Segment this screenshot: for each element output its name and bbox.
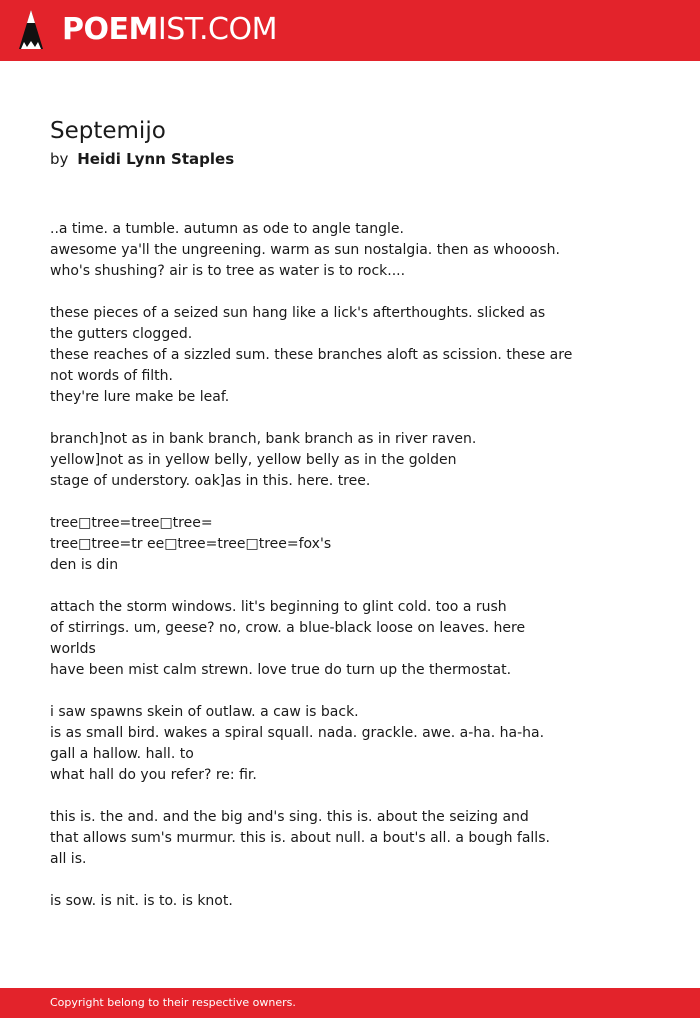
poem-line: these pieces of a seized sun hang like a lick's afterthoughts. slicked as <box>50 305 546 321</box>
stanza-break <box>50 282 670 303</box>
poem-line: all is. <box>50 851 87 867</box>
author-name: Heidi Lynn Staples <box>77 150 235 168</box>
poem-line: who's shushing? air is to tree as water is to rock.... <box>50 263 406 279</box>
poem-body <box>50 219 670 912</box>
poem-line: tree□tree=tr ee□tree=tree□tree=fox's <box>50 536 332 552</box>
poem-stanza <box>50 219 670 282</box>
poem-line: the gutters clogged. <box>50 326 193 342</box>
stanza-break <box>50 576 670 597</box>
poem-line: stage of understory. oak]as in this. here. tree. <box>50 473 371 489</box>
poem-line: branch]not as in bank branch, bank branch as in river raven. <box>50 431 477 447</box>
poem-line: awesome ya'll the ungreening. warm as sun nostalgia. then as whooosh. <box>50 242 560 258</box>
logo-light-text: IST.COM <box>157 12 277 47</box>
byline <box>50 149 234 169</box>
site-header <box>0 0 700 61</box>
poem-line: attach the storm windows. lit's beginning to glint cold. too a rush <box>50 599 507 615</box>
stanza-break <box>50 492 670 513</box>
poem-line: of stirrings. um, geese? no, crow. a blue-black loose on leaves. here <box>50 620 526 636</box>
site-footer <box>0 988 700 1018</box>
logo-bold-text: POEM <box>62 12 158 47</box>
site-logo[interactable] <box>62 12 277 48</box>
poem-line: yellow]not as in yellow belly, yellow belly as in the golden <box>50 452 457 468</box>
poem-line: worlds <box>50 641 96 657</box>
poem-line: they're lure make be leaf. <box>50 389 230 405</box>
poem-line: ..a time. a tumble. autumn as ode to angle tangle. <box>50 221 404 237</box>
poem-line: that allows sum's murmur. this is. about null. a bout's all. a bough falls. <box>50 830 550 846</box>
stanza-break <box>50 681 670 702</box>
poem-line: i saw spawns skein of outlaw. a caw is back. <box>50 704 359 720</box>
poem-line: gall a hallow. hall. to <box>50 746 194 762</box>
pencil-icon[interactable] <box>18 9 44 51</box>
poem-title: Septemijo <box>50 118 166 144</box>
stanza-break <box>50 870 670 891</box>
stanza-break <box>50 786 670 807</box>
poem-stanza <box>50 807 670 870</box>
poem-line: is sow. is nit. is to. is knot. <box>50 893 233 909</box>
poem-stanza <box>50 891 670 912</box>
copyright-text: Copyright belong to their respective owners. <box>50 996 296 1009</box>
stanza-break <box>50 408 670 429</box>
poem-line: den is din <box>50 557 119 573</box>
poem-stanza <box>50 513 670 576</box>
by-label: by <box>50 150 69 168</box>
poem-stanza <box>50 429 670 492</box>
poem-line: these reaches of a sizzled sum. these branches aloft as scission. these are <box>50 347 573 363</box>
poem-line: this is. the and. and the big and's sing. this is. about the seizing and <box>50 809 529 825</box>
poem-line: not words of filth. <box>50 368 173 384</box>
poem-stanza <box>50 702 670 786</box>
poem-line: have been mist calm strewn. love true do turn up the thermostat. <box>50 662 512 678</box>
poem-line: is as small bird. wakes a spiral squall. nada. grackle. awe. a-ha. ha-ha. <box>50 725 545 741</box>
poem-stanza <box>50 597 670 681</box>
poem-stanza <box>50 303 670 408</box>
poem-line: tree□tree=tree□tree= <box>50 515 213 531</box>
poem-line: what hall do you refer? re: fir. <box>50 767 257 783</box>
